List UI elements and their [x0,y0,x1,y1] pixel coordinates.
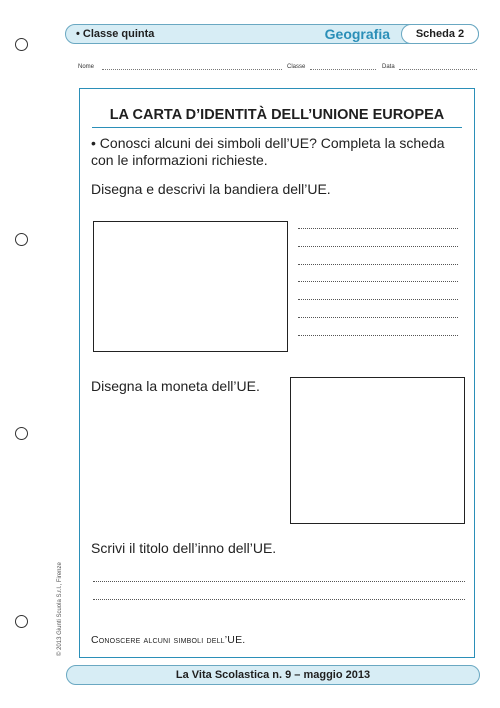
class-label: • Classe quinta [76,28,155,40]
anthem-answer-line[interactable] [93,581,465,582]
worksheet-title: LA CARTA D’IDENTITÀ DELL’UNIONE EUROPEA [109,107,445,123]
student-fields [78,64,478,76]
name-field[interactable] [102,69,282,70]
flag-drawing-box[interactable] [93,221,288,352]
binder-hole [15,615,28,628]
flag-description-line[interactable] [298,228,458,229]
flag-description-line[interactable] [298,317,458,318]
anthem-answer-line[interactable] [93,599,465,600]
worksheet-frame [79,88,475,658]
binder-hole [15,38,28,51]
class-field[interactable] [310,69,376,70]
learning-objective: Conoscere alcuni simboli dell’UE. [91,634,246,646]
class-label-field: Classe [287,64,306,70]
flag-description-line[interactable] [298,335,458,336]
flag-description-line[interactable] [298,264,458,265]
copyright-note: © 2013 Giunti Scuola S.r.l., Firenze [57,562,63,656]
title-underline [92,127,462,128]
binder-hole [15,233,28,246]
footer-bar: La Vita Scolastica n. 9 – maggio 2013 [66,665,480,685]
name-label: Nome [78,64,95,70]
anthem-prompt: Scrivi il titolo dell’inno dell’UE. [91,540,277,556]
binder-hole [15,427,28,440]
intro-instruction: • Conosci alcuni dei simboli dell’UE? Completa la scheda con le informazioni richieste. [91,135,445,168]
flag-description-line[interactable] [298,299,458,300]
date-field[interactable] [399,69,477,70]
subject-title: Geografia [324,26,390,42]
coin-drawing-box[interactable] [290,377,465,524]
flag-prompt: Disegna e descrivi la bandiera dell’UE. [91,181,331,197]
date-label: Data [382,64,395,70]
header-bar [65,24,479,44]
flag-description-line[interactable] [298,246,458,247]
coin-prompt: Disegna la moneta dell’UE. [91,378,260,394]
sheet-number: Scheda 2 [401,24,479,44]
flag-description-line[interactable] [298,281,458,282]
